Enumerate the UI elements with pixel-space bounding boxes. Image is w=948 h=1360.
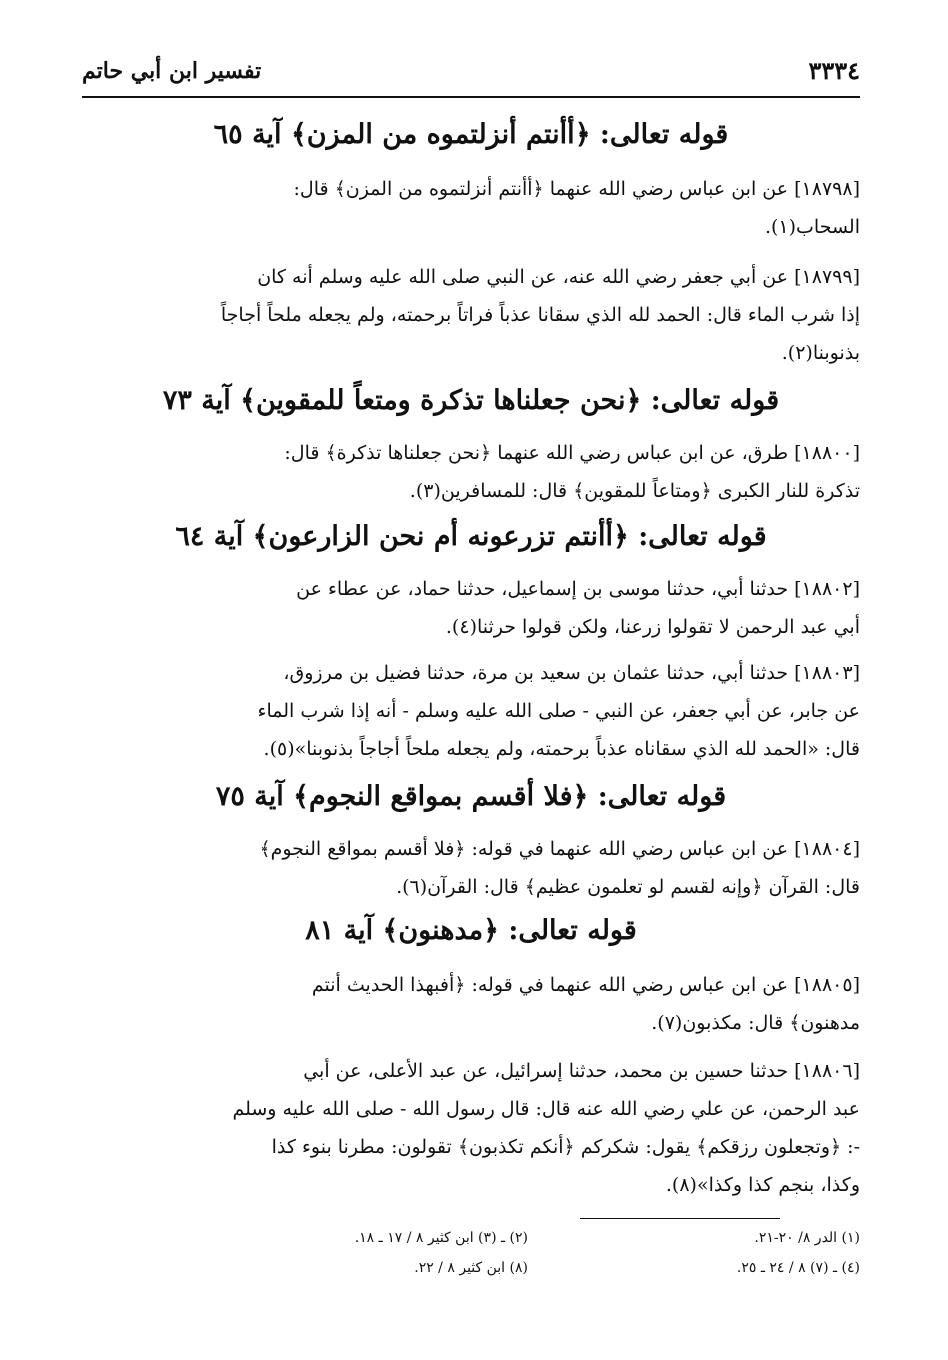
text-line: إذا شرب الماء قال: الحمد لله الذي سقانا عذباً فراتاً برحمته، ولم يجعله ملحاً أجاجاً bbox=[220, 304, 860, 326]
paragraph bbox=[82, 1052, 860, 1204]
text-line: [١٨٨٠٦] حدثنا حسين بن محمد، حدثنا إسرائيل، عن عبد الأعلى، عن أبي bbox=[303, 1060, 860, 1082]
section-heading: قوله تعالى: ﴿نحن جعلناها تذكرة ومتعاً للمقوين﴾ آية ٧٣ bbox=[162, 385, 780, 416]
text-line: [١٨٧٩٩] عن أبي جعفر رضي الله عنه، عن النبي صلى الله عليه وسلم أنه كان bbox=[257, 266, 860, 288]
text-line: قال: «الحمد لله الذي سقاناه عذباً برحمته، ولم يجعله ملحاً أجاجاً بذنوبنا»(٥). bbox=[263, 738, 860, 760]
paragraph bbox=[82, 170, 860, 246]
text-line: [١٨٧٩٨] عن ابن عباس رضي الله عنهما ﴿أأنتم أنزلتموه من المزن﴾ قال: bbox=[293, 178, 860, 200]
book-title: تفسير ابن أبي حاتم bbox=[82, 58, 262, 84]
footnote: (٨) ابن كثير ٨ / ٢٢. bbox=[414, 1260, 528, 1276]
text-line: عن جابر، عن أبي جعفر، عن النبي - صلى الله عليه وسلم - أنه إذا شرب الماء bbox=[257, 700, 860, 722]
text-line: بذنوبنا(٢). bbox=[781, 342, 860, 364]
section-heading: قوله تعالى: ﴿أأنتم أنزلتموه من المزن﴾ آية ٦٥ bbox=[213, 119, 729, 150]
paragraph bbox=[82, 258, 860, 372]
text-line: أبي عبد الرحمن لا تقولوا زرعنا، ولكن قولوا حرثنا(٤). bbox=[445, 616, 860, 638]
text-line: عبد الرحمن، عن علي رضي الله عنه قال: قال رسول الله - صلى الله عليه وسلم bbox=[232, 1098, 860, 1120]
paragraph bbox=[82, 654, 860, 768]
text-line: [١٨٨٠٥] عن ابن عباس رضي الله عنهما في قوله: ﴿أفبهذا الحديث أنتم bbox=[311, 974, 860, 996]
text-line: وكذا، بنجم كذا وكذا»(٨). bbox=[665, 1174, 860, 1196]
paragraph bbox=[82, 434, 860, 510]
paragraph bbox=[82, 570, 860, 646]
text-line: [١٨٨٠٤] عن ابن عباس رضي الله عنهما في قوله: ﴿فلا أقسم بمواقع النجوم﴾ bbox=[259, 838, 860, 860]
section-heading: قوله تعالى: ﴿فلا أقسم بمواقع النجوم﴾ آية ٧٥ bbox=[215, 781, 727, 812]
text-line: [١٨٨٠٢] حدثنا أبي، حدثنا موسى بن إسماعيل، حدثنا حماد، عن عطاء عن bbox=[296, 578, 860, 600]
paragraph bbox=[82, 966, 860, 1042]
text-line: قال: القرآن ﴿وإنه لقسم لو تعلمون عظيم﴾ قال: القرآن(٦). bbox=[396, 876, 860, 898]
footnote: (١) الدر ٨/ ٢٠-٢١. bbox=[754, 1230, 860, 1246]
footnote-divider bbox=[580, 1218, 780, 1219]
section-heading: قوله تعالى: ﴿مدهنون﴾ آية ٨١ bbox=[305, 915, 637, 946]
text-line: [١٨٨٠٠] طرق، عن ابن عباس رضي الله عنهما ﴿نحن جعلناها تذكرة﴾ قال: bbox=[284, 442, 860, 464]
footnote: (٤) ـ (٧) ٨ / ٢٤ ـ ٢٥. bbox=[736, 1260, 860, 1276]
page-header bbox=[82, 56, 860, 98]
paragraph bbox=[82, 830, 860, 906]
text-line: تذكرة للنار الكبرى ﴿ومتاعاً للمقوين﴾ قال: للمسافرين(٣). bbox=[409, 480, 860, 502]
section-heading: قوله تعالى: ﴿أأنتم تزرعونه أم نحن الزارعون﴾ آية ٦٤ bbox=[175, 521, 767, 552]
text-line: [١٨٨٠٣] حدثنا أبي، حدثنا عثمان بن سعيد بن مرة، حدثنا فضيل بن مرزوق، bbox=[283, 662, 860, 684]
page-number: ٣٣٣٤ bbox=[808, 56, 860, 85]
footnote: (٢) ـ (٣) ابن كثير ٨ / ١٧ ـ ١٨. bbox=[354, 1230, 528, 1246]
text-line: مدهنون﴾ قال: مكذبون(٧). bbox=[651, 1012, 860, 1034]
text-line: -: ﴿وتجعلون رزقكم﴾ يقول: شكركم ﴿أنكم تكذبون﴾ تقولون: مطرنا بنوء كذا bbox=[271, 1136, 860, 1158]
text-line: السحاب(١). bbox=[764, 216, 860, 238]
